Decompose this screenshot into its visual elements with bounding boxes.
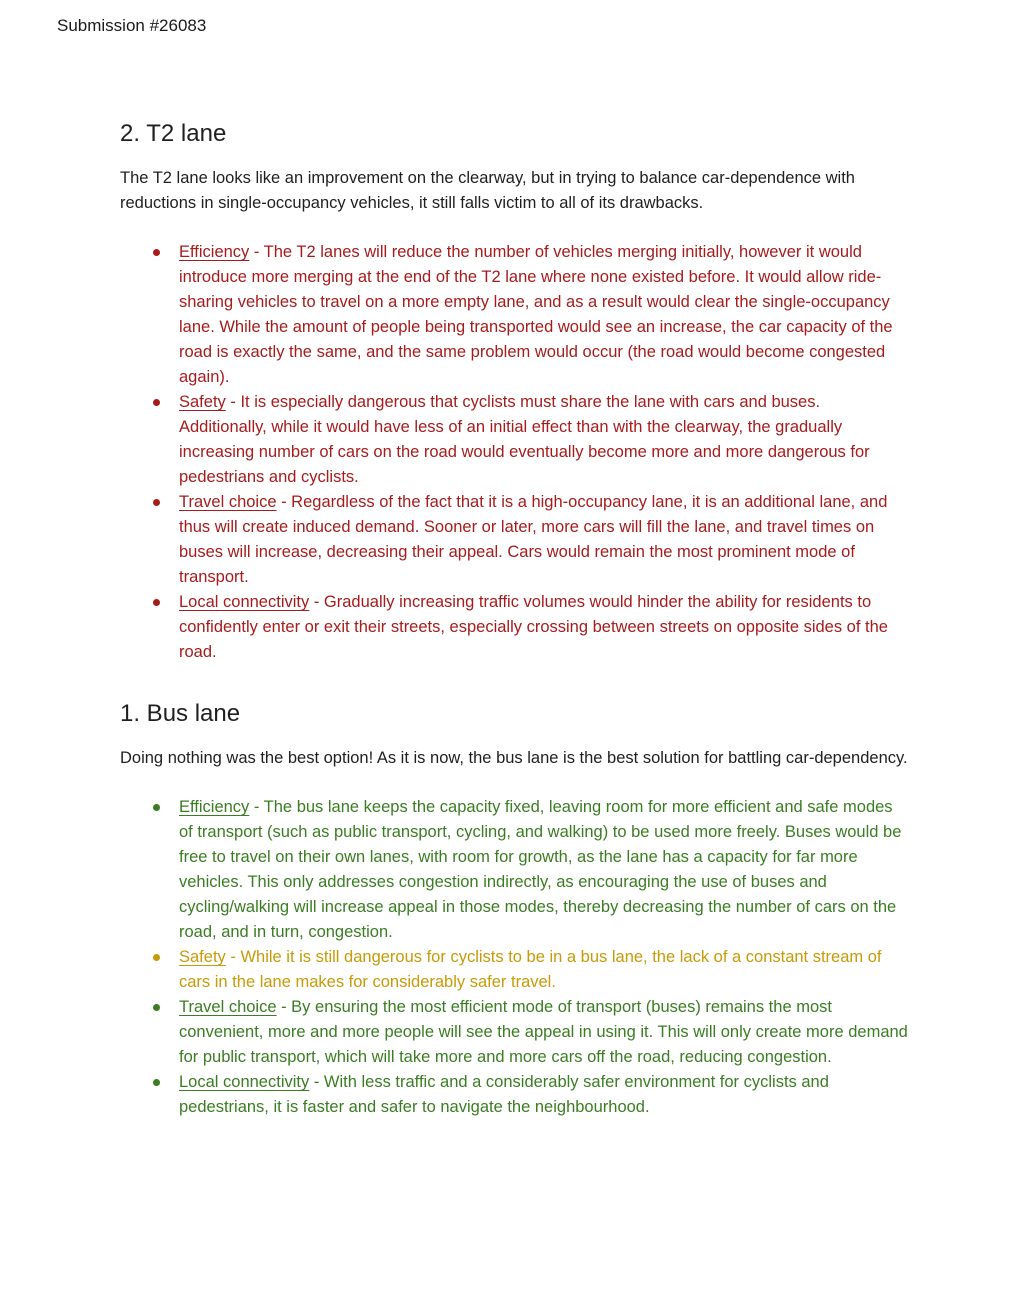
section-title: 1. Bus lane [120, 700, 241, 727]
criterion-term: Safety [179, 948, 226, 966]
criterion-term: Efficiency [179, 243, 250, 261]
criteria-list [120, 795, 910, 1120]
criterion-text: - By ensuring the most efficient mode of transport (buses) remains the most convenient, more and more people will see the appeal in using it. This will only create more demand for public transport, which will take more and more cars off the road, reducing congestion. [179, 998, 908, 1066]
criterion-text: - The bus lane keeps the capacity fixed, leaving room for more efficient and safe modes of transport (such as public transport, cycling, and walking) to be used more freely. Buses would be free to travel on their own lanes, with room for growth, as the lane has a capacity for far more vehicles. This only addresses congestion indirectly, as encouraging the use of buses and cycling/walking will increase appeal in those modes, thereby decreasing the number of cars on the road, and in turn, congestion. [179, 798, 902, 941]
criterion-term: Local connectivity [179, 593, 310, 611]
list-item-safety [120, 945, 910, 995]
criteria-list [120, 240, 910, 665]
criterion-text: - Gradually increasing traffic volumes would hinder the ability for residents to confidently enter or exit their streets, especially crossing between streets on opposite sides of the road. [179, 593, 888, 661]
section-t2-lane [120, 118, 910, 665]
criterion-text: - It is especially dangerous that cyclists must share the lane with cars and buses. Additionally, while it would have less of an initial effect than with the clearway, the gradually increasing number of cars on the road would eventually become more and more dangerous for pedestrians and cyclists. [179, 393, 870, 486]
document-body [120, 118, 910, 1120]
section-bus-lane [120, 698, 910, 1120]
list-item-efficiency [120, 240, 910, 390]
bullet-icon [153, 599, 160, 606]
list-item-efficiency [120, 795, 910, 945]
criterion-text: - With less traffic and a considerably safer environment for cyclists and pedestrians, it is faster and safer to navigate the neighbourhood. [179, 1073, 829, 1116]
bullet-icon [153, 1079, 160, 1086]
bullet-icon [153, 399, 160, 406]
list-item-local-connectivity [120, 1070, 910, 1120]
bullet-icon [153, 954, 160, 961]
list-item-travel-choice [120, 995, 910, 1070]
bullet-icon [153, 249, 160, 256]
criterion-text: - The T2 lanes will reduce the number of vehicles merging initially, however it would introduce more merging at the end of the T2 lane where none existed before. It would allow ride-sharing vehicles to travel on a more empty lane, and as a result would clear the single-occupancy lane. While the amount of people being transported would see an increase, the car capacity of the road is exactly the same, and the same problem would occur (the road would become congested again). [179, 243, 893, 386]
criterion-term: Efficiency [179, 798, 250, 816]
section-title: 2. T2 lane [120, 120, 227, 147]
section-intro: The T2 lane looks like an improvement on the clearway, but in trying to balance car-dependence with reductions in single-occupancy vehicles, it still falls victim to all of its drawbacks. [120, 169, 855, 212]
list-item-safety [120, 390, 910, 490]
criterion-term: Travel choice [179, 493, 277, 511]
criterion-term: Local connectivity [179, 1073, 310, 1091]
section-intro: Doing nothing was the best option! As it is now, the bus lane is the best solution for battling car-dependency. [120, 749, 908, 767]
list-item-local-connectivity [120, 590, 910, 665]
bullet-icon [153, 1004, 160, 1011]
submission-label: Submission #26083 [57, 16, 207, 35]
criterion-term: Safety [179, 393, 226, 411]
bullet-icon [153, 499, 160, 506]
list-item-travel-choice [120, 490, 910, 590]
criterion-text: - Regardless of the fact that it is a high-occupancy lane, it is an additional lane, and thus will create induced demand. Sooner or later, more cars will fill the lane, and travel times on buses will increase, decreasing their appeal. Cars would remain the most prominent mode of transport. [179, 493, 888, 586]
bullet-icon [153, 804, 160, 811]
criterion-term: Travel choice [179, 998, 277, 1016]
criterion-text: - While it is still dangerous for cyclists to be in a bus lane, the lack of a constant stream of cars in the lane makes for considerably safer travel. [179, 948, 882, 991]
